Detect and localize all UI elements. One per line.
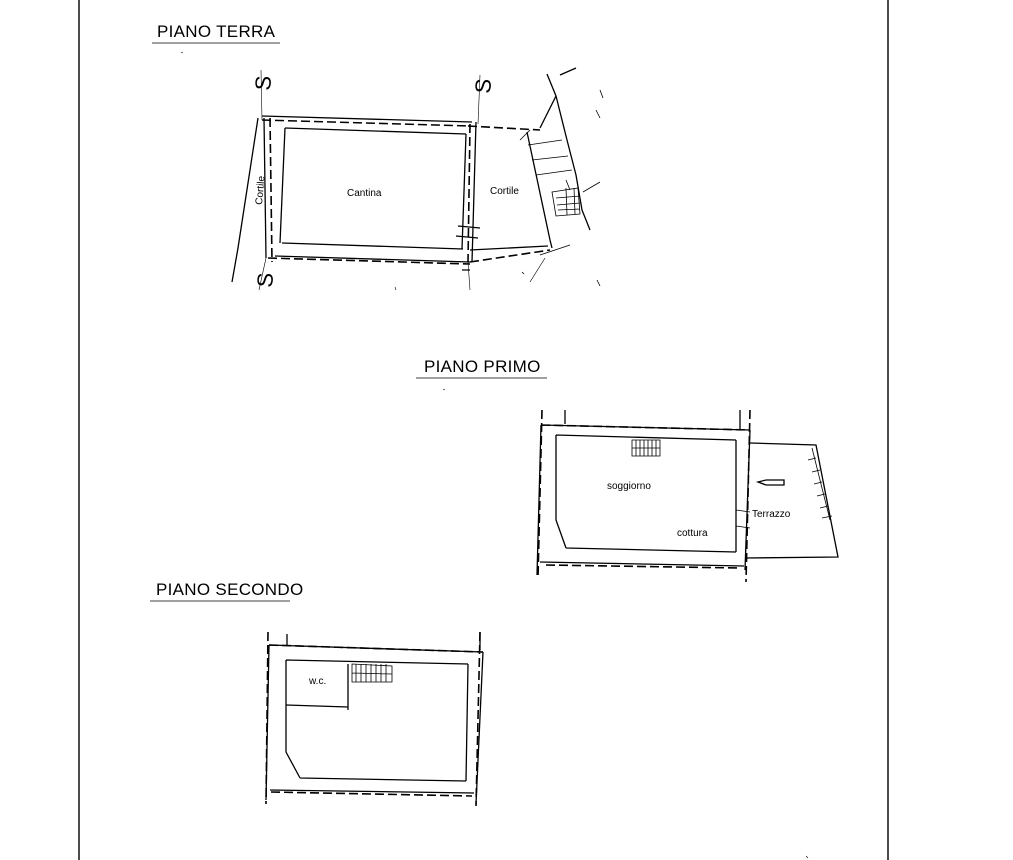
ground-floor-plan [152,22,603,290]
wc-partition [286,664,348,710]
second-room-label-wc: w.c. [309,676,327,687]
first-floor-stairs [632,440,660,456]
ground-wall-top [262,116,472,134]
first-room-label-terrace: Terrazzo [752,509,791,520]
second-wall-lines [266,632,483,804]
ground-room-label-courtyard-right: Cortile [490,186,519,197]
ground-wall-middle-dash [468,124,470,262]
first-wall-lines [537,410,750,575]
second-floor-plan [150,580,483,806]
ground-room-label-cellar: Cantina [347,188,382,199]
section-mark-top-left: S [250,74,277,92]
section-mark-top-right: S [470,77,497,95]
first-room-label-living: soggiorno [607,481,651,492]
right-courtyard-boundary [527,68,590,248]
ground-wall-bottom [275,243,470,262]
section-mark-bottom-left: S [252,271,279,289]
second-floor-title: PIANO SECONDO [156,580,304,599]
stray-marks [181,52,808,858]
ground-wall-left-dash [270,118,272,262]
first-floor-title: PIANO PRIMO [424,357,541,376]
terrace-entry-arrow [758,480,784,485]
ground-floor-title: PIANO TERRA [157,22,276,41]
right-courtyard-hatch [530,258,545,282]
second-floor-stairs [352,664,392,682]
ground-room-label-courtyard-left: Cortile [254,175,268,206]
first-room-label-kitchen: cottura [677,528,708,539]
terrace-outline [745,443,838,558]
ground-wall-left [264,118,285,258]
first-floor-plan [416,357,838,582]
